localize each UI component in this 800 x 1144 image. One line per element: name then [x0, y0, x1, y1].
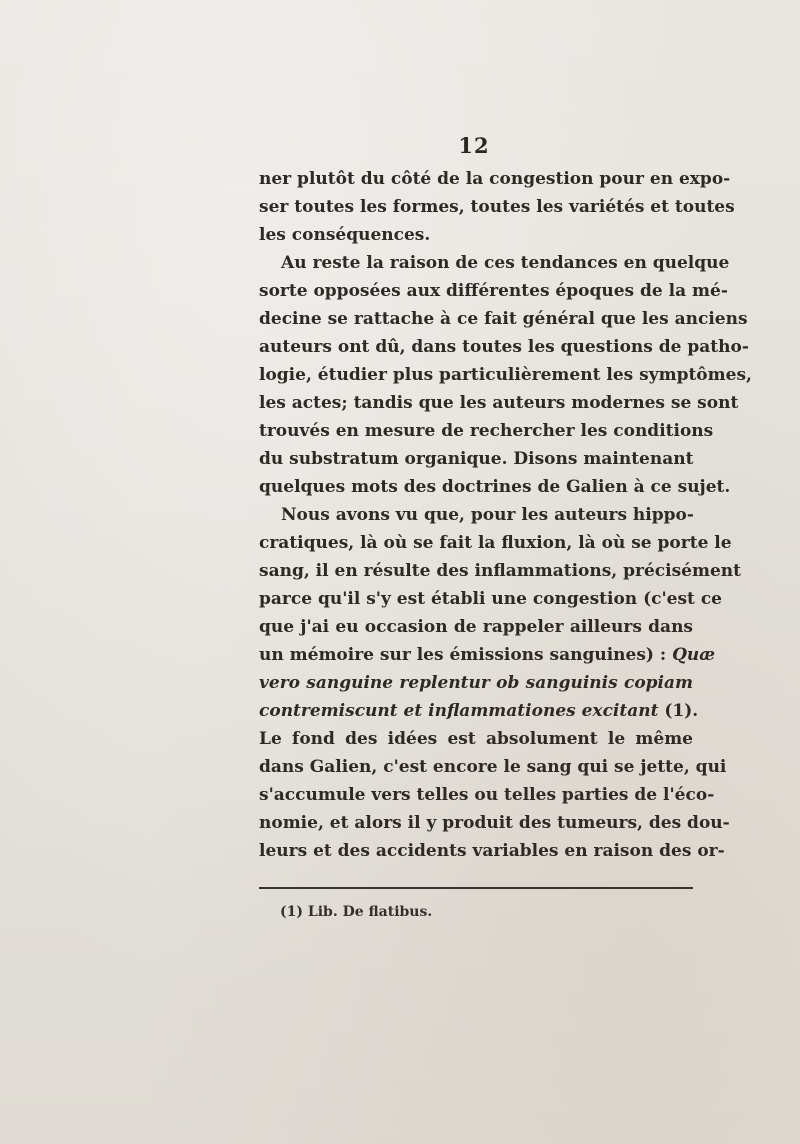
text-line: du substratum organique. Disons maintenant — [259, 449, 694, 469]
text-line: s'accumule vers telles ou telles parties de l'éco- — [259, 785, 715, 805]
latin-quote-line: vero sanguine replentur ob sanguinis copiam — [259, 673, 693, 693]
latin-quote-line: contremiscunt et inflammationes excitant (1). — [259, 701, 699, 721]
text-line: les actes; tandis que les auteurs modernes se sont — [259, 393, 739, 413]
latin-quote-start: Quæ — [672, 645, 716, 665]
text-line: dans Galien, c'est encore le sang qui se jette, qui — [259, 757, 727, 777]
text-line: sang, il en résulte des inflammations, précisément — [259, 561, 742, 581]
body-text — [259, 165, 752, 865]
text-line: un mémoire sur les émissions sanguines) : Quæ — [259, 645, 716, 665]
text-line: Nous avons vu que, pour les auteurs hippo- — [281, 505, 694, 525]
footnote-divider — [259, 887, 693, 889]
text-line: trouvés en mesure de rechercher les conditions — [259, 421, 714, 441]
text-line: sorte opposées aux différentes époques de la mé- — [259, 281, 728, 301]
text-line: les conséquences. — [259, 225, 431, 245]
text-line: decine se rattache à ce fait général que les anciens — [259, 309, 748, 329]
text-line: leurs et des accidents variables en raison des or- — [259, 841, 725, 861]
text-line: ser toutes les formes, toutes les variétés et toutes — [259, 197, 735, 217]
text-line: cratiques, là où se fait la fluxion, là où se porte le — [259, 533, 732, 553]
text-line: que j'ai eu occasion de rappeler ailleurs dans — [259, 617, 693, 637]
text-line: nomie, et alors il y produit des tumeurs, des dou- — [259, 813, 730, 833]
text-line: logie, étudier plus particulièrement les symptômes, — [259, 365, 752, 385]
text-line: parce qu'il s'y est établi une congestion (c'est ce — [259, 589, 722, 609]
page-number: 12 — [458, 133, 490, 158]
text-line: Au reste la raison de ces tendances en quelque — [281, 253, 730, 273]
text-line: Le fond des idées est absolument le même — [259, 729, 693, 749]
footnote: (1) Lib. De flatibus. — [280, 904, 433, 920]
latin-quote-end: contremiscunt et inflammationes excitant — [259, 701, 665, 721]
text-line: quelques mots des doctrines de Galien à ce sujet. — [259, 477, 731, 497]
text-line: auteurs ont dû, dans toutes les questions de patho- — [259, 337, 749, 357]
text-line: ner plutôt du côté de la congestion pour en expo- — [259, 169, 731, 189]
